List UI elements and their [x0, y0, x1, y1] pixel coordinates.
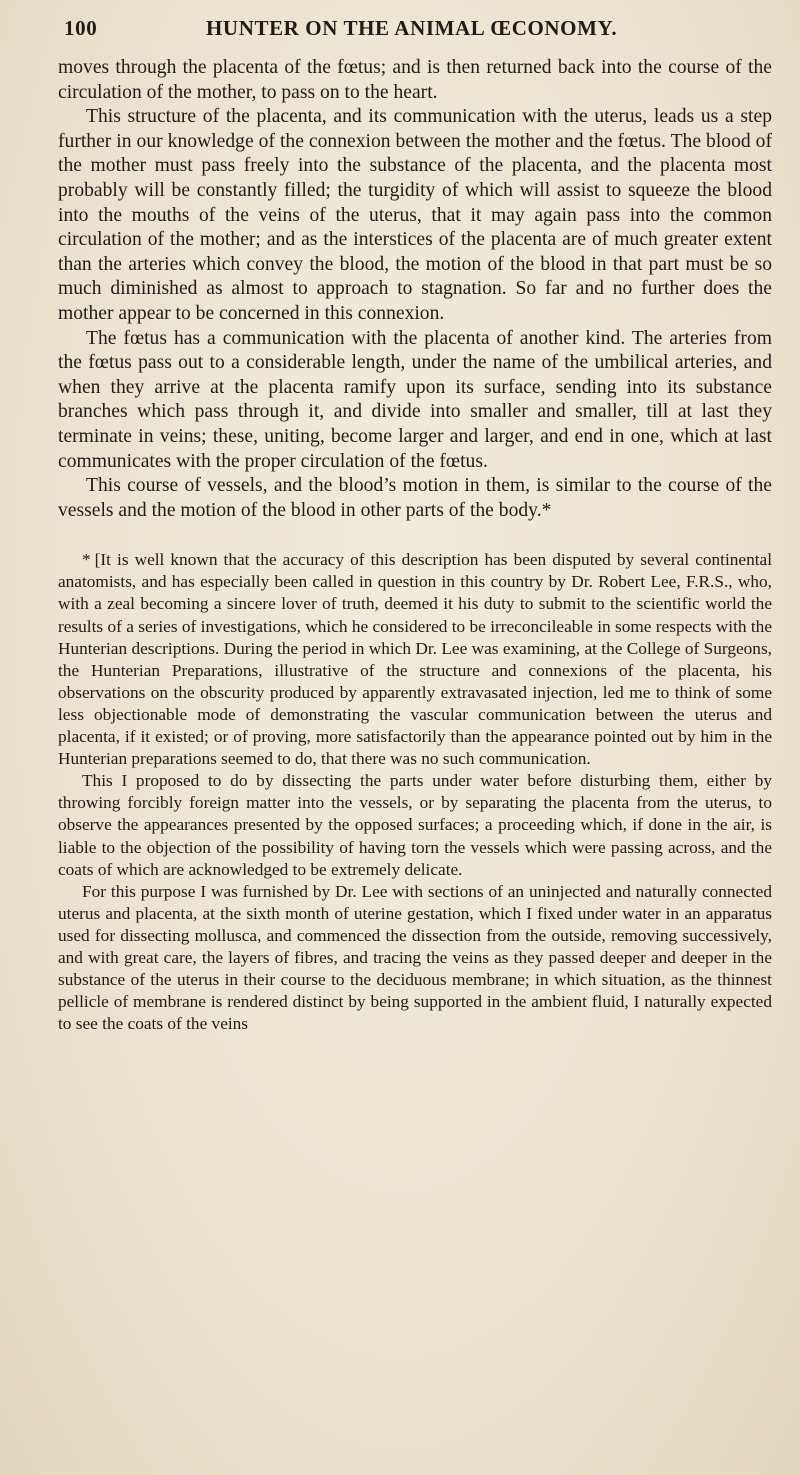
paragraph: This course of vessels, and the blood’s motion in them, is similar to the course of the vessels and the motion of the blood in other parts of the body.*	[58, 475, 772, 521]
book-page	[58, 16, 772, 1035]
paragraph: The fœtus has a communication with the placenta of another kind. The arteries from the fœtus pass out to a considerable length, under the name of the umbilical arteries, and when they arrive at the placenta ramify upon its surface, sending into its substance branches which pass through it, and divide into smaller and smaller, till at last they terminate in veins; these, uniting, become larger and larger, and end in one, which at last communicates with the proper circulation of the fœtus.	[58, 327, 772, 472]
main-text	[58, 56, 772, 523]
page-number: 100	[64, 16, 98, 40]
footnote-paragraph: For this purpose I was furnished by Dr. Lee with sections of an uninjected and naturally connected uterus and placenta, at the sixth month of uterine gestation, which I fixed under water in an apparatus used for dissecting mollusca, and commenced the dissection from the outside, removing successively, and with great care, the layers of fibres, and tracing the veins as they passed deeper and deeper in the substance of the uterus in their course to the deciduous membrane; in which situation, as the thinnest pellicle of membrane is rendered distinct by being supported in the ambient fluid, I naturally expected to see the coats of the veins	[58, 881, 772, 1034]
running-head	[58, 16, 772, 46]
footnote-marker: *	[82, 550, 91, 570]
running-title: HUNTER ON THE ANIMAL ŒCONOMY.	[206, 16, 618, 40]
footnote-paragraph: This I proposed to do by dissecting the parts under water before disturbing them, either by throwing forcibly foreign matter into the vessels, or by separating the placenta from the uterus, to observe the appearances presented by the opposed surfaces; a proceeding which, if done in the air, is liable to the objection of the possibility of having torn the vessels which were passing across, and the coats of which are acknowledged to be extremely delicate.	[58, 771, 772, 879]
footnote	[58, 549, 772, 1035]
footnote-paragraph	[58, 549, 772, 770]
paragraph: This structure of the placenta, and its communication with the uterus, leads us a step further in our knowledge of the connexion between the mother and the fœtus. The blood of the mother must pass freely into the substance of the placenta, and the placenta most probably will be constantly filled; the turgidity of which will assist to squeeze the blood into the mouths of the veins of the uterus, that it may again pass into the common circulation of the mother; and as the interstices of the placenta are of much greater extent than the arteries which convey the blood, the motion of the blood in that part must be so much diminished as almost to approach to stagnation. So far and no further does the mother appear to be concerned in this connexion.	[58, 106, 772, 324]
footnote-text: [It is well known that the accuracy of this description has been disputed by several continental anatomists, and has especially been called in question in this country by Dr. Robert Lee, F.R.S., who, with a zeal becoming a sincere lover of truth, deemed it his duty to submit to the scientific world the results of a series of investigations, which he considered to be irreconcileable in some respects with the Hunterian descriptions. During the period in which Dr. Lee was examining, at the College of Surgeons, the Hunterian Preparations, illustrative of the structure and connexions of the placenta, his observations on the obscurity produced by apparently extravasated injection, led me to think of some less objectionable mode of demonstrating the vascular communication between the uterus and placenta, if it existed; or of proving, more satisfactorily than the appearance pointed out by him in the Hunterian preparations seemed to do, that there was no such communication.	[58, 550, 772, 769]
paragraph: moves through the placenta of the fœtus; and is then returned back into the course of the circulation of the mother, to pass on to the heart.	[58, 57, 772, 103]
